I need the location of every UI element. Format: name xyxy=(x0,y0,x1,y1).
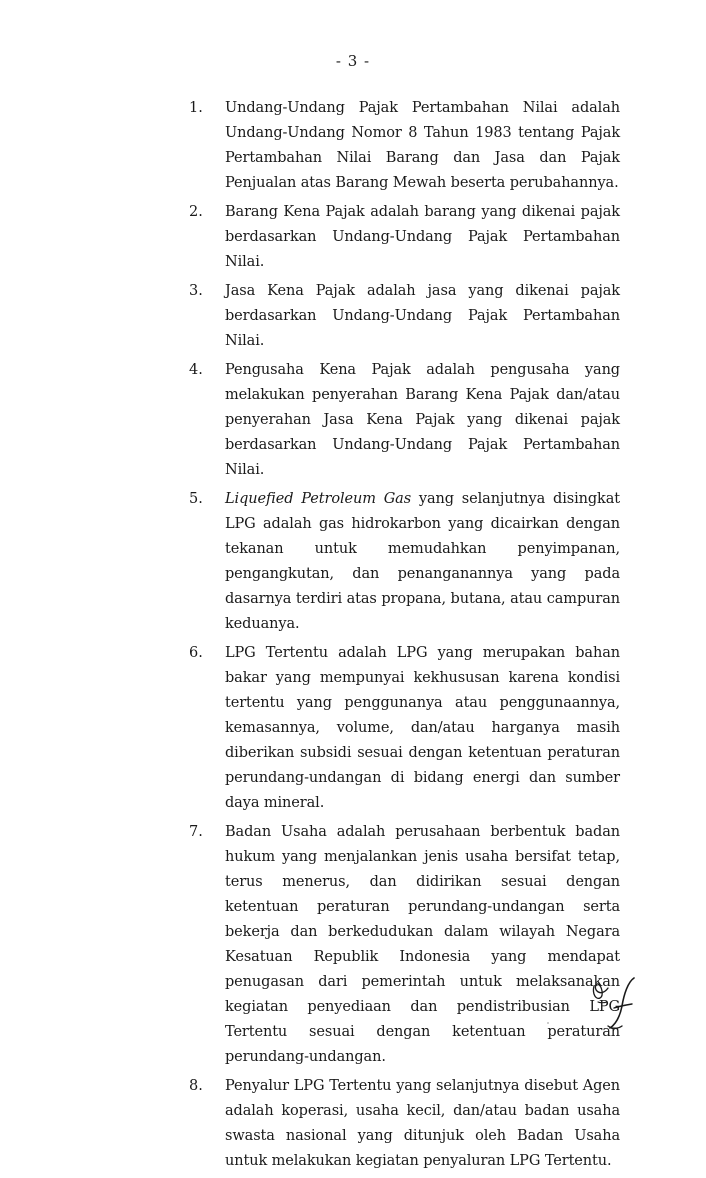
definition-item-8 xyxy=(0,1074,706,1174)
definition-number: 3. xyxy=(189,283,203,299)
definition-text xyxy=(225,279,620,354)
page-number: - 3 - xyxy=(335,52,371,70)
definition-text xyxy=(225,200,620,275)
definition-text xyxy=(225,358,620,483)
definition-text xyxy=(225,487,620,637)
definition-body: Pengusaha Kena Pajak adalah pengusaha yang melakukan penyerahan Barang Kena Pajak dan/atau penyerahan Jasa Kena Pajak yang dikenai pajak berdasarkan Undang-Undang Pajak Pertambahan Nilai. xyxy=(225,362,620,478)
definition-item-3 xyxy=(0,279,706,354)
definition-text xyxy=(225,96,620,196)
definition-term-italic: Liquefied Petroleum Gas xyxy=(225,491,412,507)
definition-text xyxy=(225,820,620,1070)
definition-body: yang selanjutnya disingkat LPG adalah gas hidrokarbon yang dicairkan dengan tekanan untuk memudahkan penyimpanan, pengangkutan, dan penanganannya yang pada dasarnya terdiri atas propana, butana, atau campuran keduanya. xyxy=(225,491,620,632)
definition-text xyxy=(225,1074,620,1174)
definition-body: Jasa Kena Pajak adalah jasa yang dikenai pajak berdasarkan Undang-Undang Pajak Pertambahan Nilai. xyxy=(225,283,620,349)
definition-item-2 xyxy=(0,200,706,275)
definition-number: 7. xyxy=(189,824,203,840)
scan-speck xyxy=(547,1022,549,1024)
definition-body: LPG Tertentu adalah LPG yang merupakan bahan bakar yang mempunyai kekhususan karena kondisi tertentu yang penggunanya atau penggunaannya, kemasannya, volume, dan/atau harganya masih diberikan subsidi sesuai dengan ketentuan peraturan perundang-undangan di bidang energi dan sumber daya mineral. xyxy=(225,645,620,811)
definition-body: Undang-Undang Pajak Pertambahan Nilai adalah Undang-Undang Nomor 8 Tahun 1983 tentang Pajak Pertambahan Nilai Barang dan Jasa dan Pajak Penjualan atas Barang Mewah beserta perubahannya. xyxy=(225,100,620,191)
definition-body: Barang Kena Pajak adalah barang yang dikenai pajak berdasarkan Undang-Undang Pajak Pertambahan Nilai. xyxy=(225,204,620,270)
definition-item-7 xyxy=(0,820,706,1070)
definition-number: 4. xyxy=(189,362,203,378)
definition-item-6 xyxy=(0,641,706,816)
definition-number: 5. xyxy=(189,491,203,507)
definition-item-1 xyxy=(0,96,706,196)
definition-item-4 xyxy=(0,358,706,483)
definition-number: 8. xyxy=(189,1078,203,1094)
definition-text xyxy=(225,641,620,816)
definition-item-5 xyxy=(0,487,706,637)
definition-number: 2. xyxy=(189,204,203,220)
definition-number: 1. xyxy=(189,100,203,116)
definition-body: Badan Usaha adalah perusahaan berbentuk badan hukum yang menjalankan jenis usaha bersifat tetap, terus menerus, dan didirikan sesuai dengan ketentuan peraturan perundang-undangan serta bekerja dan berkedudukan dalam wilayah Negara Kesatuan Republik Indonesia yang mendapat penugasan dari pemerintah untuk melaksanakan kegiatan penyediaan dan pendistribusian LPG Tertentu sesuai dengan ketentuan peraturan perundang-undangan. xyxy=(225,824,620,1065)
paraf-signature-icon xyxy=(588,972,648,1032)
definition-body: Penyalur LPG Tertentu yang selanjutnya disebut Agen adalah koperasi, usaha kecil, dan/atau badan usaha swasta nasional yang ditunjuk oleh Badan Usaha untuk melakukan kegiatan penyaluran LPG Tertentu. xyxy=(225,1078,620,1169)
definition-number: 6. xyxy=(189,645,203,661)
